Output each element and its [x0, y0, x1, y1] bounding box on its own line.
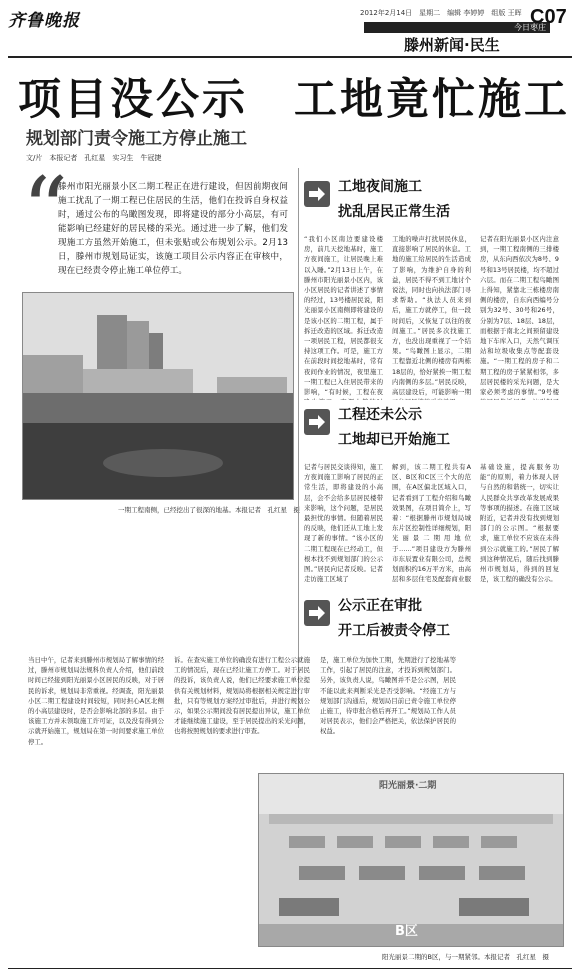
arrow-icon	[304, 600, 330, 626]
photo-caption-bottom: 阳光丽景二期的B区，与一期紧邻。本报记者 孔红星 摄	[382, 953, 549, 961]
section-3-heading	[304, 594, 450, 644]
section-3-title-line1: 公示正在审批	[338, 598, 422, 614]
section-3-column-3: 是，施工单位为加快工期，先期进行了挖地基等工作，引起了居民的注意，才投诉到规划部门。另外，该负责人说，鸟瞰图并不是公示图，居民不能以此来判断采光是否受影响。“经施工方与规划部门沟通后，规划局目前已责令施工单位停止施工，待审批合格后再开工。”规划局工作人员对居民表示，他们会严格把关，依法保护居民的权益。	[320, 656, 456, 736]
project-sign: 阳光丽景·二期	[379, 781, 437, 791]
edition-tag: 今日枣庄	[364, 22, 550, 33]
date-line: 2012年2月14日 星期二 编辑 李婷婷 组版 王晖	[360, 9, 522, 17]
byline: 文/片 本报记者 孔红星 实习生 牛冠捷	[26, 154, 162, 162]
section-2-column-2: 解到，该二期工程共有A区、B区和C区三个大的范围，在A区偏北区域入口，记者看到了工程介绍和鸟瞰效果图，在项目简介上，写着：“根据滕州市规划局城东片区控制性详细规划，阳光丽景二期用地位于……”项目建设方为滕州市东辰置业有限公司，总规划面积约16万平方米，由高层和多层住宅及配套商业服	[392, 463, 471, 584]
section-2-title-line1: 工程还未公示	[338, 407, 422, 423]
footer-rule	[8, 968, 572, 969]
block-b-label: B区	[395, 924, 418, 939]
section-1-column-1: “我们小区南边要建设楼房，前几天挖地基时，施工方夜间施工，让居民晚上难以入睡。”2月13日上午，在滕州市阳光丽景小区内，该小区居民的记者讲述了事情的经过，13号楼居民说，阳光丽景小区南侧即将建设的是该小区的二期工程，属于拆迁改造的区域。拆迁改造一项居民工程，居民都很支持这项工作。可是，施工方在前段时间挖地基时，常有夜间作业的情况，夜里施工一期工程已入住居民带来的影响，“有时候，工程在夜	[304, 235, 383, 397]
arrow-icon	[304, 181, 330, 207]
aerial-rendering-photo	[258, 773, 564, 947]
section-1-title-line1: 工地夜间施工	[338, 179, 422, 195]
quote-mark-icon: “	[22, 158, 69, 263]
lead-paragraph: 滕州市阳光丽景小区二期工程正在进行建设，但因前期夜间施工扰乱了一期工程已住居民的生活，他们在投诉自身权益时，通过公布的鸟瞰图发现，即将建设的部分小高层，有可能影响已经建好的居民楼的采光。通过进一步了解，他们发现施工方虽然开始施工，但未张贴或公布规划公示。2月13日，滕州市规划局证实，该施工项目公示内容正在审核中，现在已经责令停止施工单位停工。	[58, 182, 288, 276]
construction-site-photo	[22, 292, 294, 500]
page-number: C07	[530, 6, 567, 28]
newspaper-name: 齐鲁晚报	[8, 11, 80, 31]
section-2-title-line2: 工地却已开始施工	[338, 432, 450, 448]
arrow-icon	[304, 409, 330, 435]
section-2-column-3: 基础设施，提高服务功能”的原则，着力体现人居与自然的和谐统一，切实让人民群众共享改革发展成果等事项的描述。在施工区域附近，记者并没有找到规划部门的公示图。“根据要求，施工单位不应该在未得到公示就施工的。”居民了解到这种情况后，随后找到滕州市规划局，得到的回复是，该工程的确没有公示。	[480, 463, 559, 584]
section-title: 滕州新闻·民生	[404, 36, 500, 54]
section-3-column-2: 诉。在查实施工单位的确没有进行工程公示就施工的情况后，现在已经让施工方停工。对于居民的投诉，该负责人说，他们已经要求施工单位提供有关规划材料，规划局将根据相关规定进行审批，只有等规划方案经过审批后，并进行规划公示，如果公示期间没有居民提出异议，施工单位才能继续施工建设，至于居民提出的采光问题，也将按照规划的要求进行审查。	[174, 656, 310, 736]
photo-caption-top: 一期工程南侧，已经挖出了很深的地基。本报记者 孔红星 摄	[118, 506, 300, 514]
column-divider	[298, 168, 299, 728]
subhead: 规划部门责令施工方停止施工	[26, 129, 247, 149]
section-1-title-line2: 扰乱居民正常生活	[338, 204, 450, 220]
section-3-title-line2: 开工后被责令停工	[338, 623, 450, 639]
section-3-column-1: 当日中午，记者来到滕州市规划局了解事情的经过，滕州市规划局法规科负责人介绍，他们前段时间已经接到阳光丽景小区居民的反映，对于居民的诉求，规划局非常重视。经调查，阳光丽景小区二期工程建设时间较短，同时担心A区北侧的小高层建设时，是否会影响北部的多层。由于该施工方并未领取施工许可证，以及没有得到公示就开始施工，规划局在第一时间要求施工单位停工。	[28, 656, 164, 746]
section-2-column-1: 记者与居民交谈得知，施工方夜间施工影响了居民的正常生活，即将建设的小高层，会不会给多层居民楼带来影响，这个问题，是居民最担忧的事情。但随着居民的反映，他们还从工地上发现了新的事情。“该小区的二期工程现在已经动工，但根本找不到规划部门的公示图。”居民向记者反映。记者走访施工区域了	[304, 463, 383, 584]
section-2-heading	[304, 403, 450, 453]
section-1-column-2: 工地的噪声打扰居民休息，直接影响了居民的休息。工地的施工给居民的生活造成了影响，为维护自身的利益，居民不得不到工地讨个说法，同时也向执法部门寻求帮助。“执法人员来到后，施工方就停工，但一段时间后，又恢复了以往的夜间施工。”居民多次找施工方，也没出现重视了一个结果。“鸟瞰图上显示，二期工程靠近北侧的楼房有两栋18层的，恰好紧挨一期工程内南侧的多层。”居民反映，高层建设后，可能影响一期	[392, 235, 471, 397]
masthead-rule	[8, 56, 572, 58]
section-1-heading	[304, 175, 450, 225]
headline: 项目没公示 工地竟忙施工	[18, 75, 570, 125]
section-1-column-3: 记者在阳光丽景小区内注意到，一期工程南侧的三排楼房，从东向西依次为8号、9号和13号居民楼，均不超过六层。而在二期工程鸟瞰图上得知，紧靠北三栋楼房南侧的楼房，自东向西编号分别为32号、30号和26号，分别为7层、18层、18层，而根据于南北之间预留建设地下车库入口，天然气调压站和垃圾收集点等配套设施。“一期工程的房子和二期工程的房子紧紧相邻，多层居民楼的采光问题，是大家必须考虑的事情。”9号楼	[480, 235, 559, 397]
